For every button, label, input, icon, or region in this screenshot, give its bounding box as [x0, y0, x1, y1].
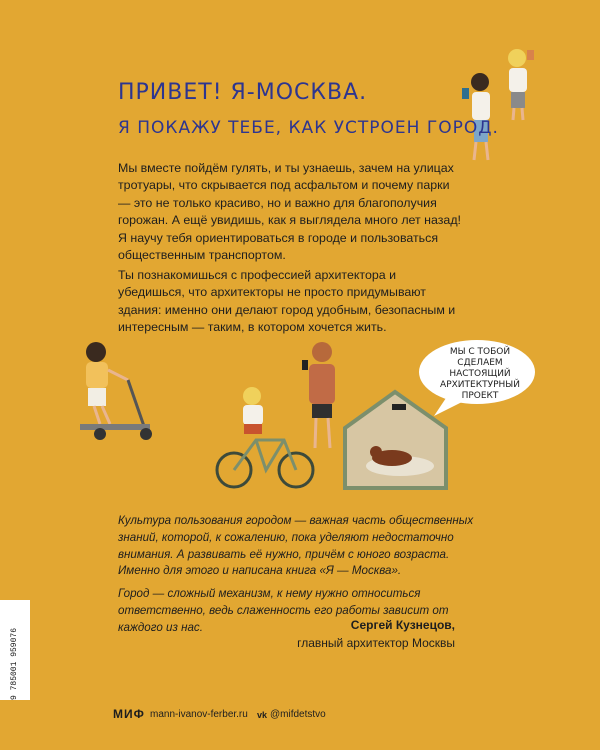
girl-with-phone-illustration: [302, 342, 335, 448]
doghouse-illustration: [345, 392, 446, 488]
girl-on-bike-illustration: [217, 387, 313, 487]
social-handle-link[interactable]: @mifdetstvo: [270, 709, 326, 720]
speech-bubble-text: МЫ С ТОБОЙ СДЕЛАЕМ НАСТОЯЩИЙ АРХИТЕКТУРНЫЙ ПРОЕКТ: [440, 347, 520, 401]
heading-line-2: Я ПОКАЖУ ТЕБЕ, КАК УСТРОЕН ГОРОД.: [118, 118, 499, 138]
quote-paragraph-2: Город — сложный механизм, к нему нужно относиться ответственно, ведь слаженность его работы зависит от каждого из нас.: [118, 587, 449, 634]
publisher-logo: МИФ: [113, 707, 145, 721]
publisher-site-link[interactable]: mann-ivanov-ferber.ru: [150, 709, 248, 720]
signature-name: Сергей Кузнецов,: [350, 618, 455, 632]
paragraph-intro: Мы вместе пойдём гулять, и ты узнаешь, зачем на улицах тротуары, что скрывается под асфальтом и почему парки — это не только красиво, но и важно для благополучия горожан. А ещё увидишь, как я выглядела много лет назад!: [118, 161, 461, 228]
barcode-number: 9 785001 959076: [10, 627, 19, 700]
heading-line-1: ПРИВЕТ! Я-МОСКВА.: [118, 80, 368, 105]
kids-with-phones-illustration: [462, 49, 534, 160]
signature-role: главный архитектор Москвы: [297, 636, 455, 650]
paragraph-transport: Я научу тебя ориентироваться в городе и пользоваться общественным транспортом.: [118, 231, 439, 263]
paragraph-architecture: Ты познакомишься с профессией архитектора и убедишься, что архитекторы не просто придумывают здания: именно они делают город удобным, безопасным и интересным — таким, в котором хочется жить.: [118, 268, 456, 335]
vk-icon: vk: [257, 710, 268, 720]
boy-on-scooter-illustration: [80, 342, 152, 440]
quote-paragraph-1: Культура пользования городом — важная часть общественных знаний, которой, к сожалению, пока уделяют недостаточно внимания. А развивать её нужно, причём с юного возраста. Именно для этого и написана книга «Я — Москва».: [118, 514, 474, 578]
